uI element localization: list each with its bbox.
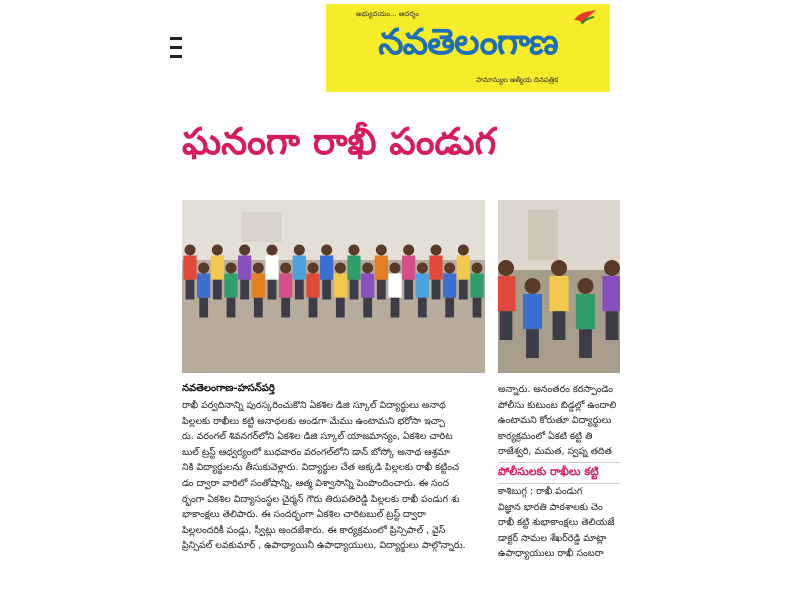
body-line: భాకాంక్షలు తెలిపారు. ఈ సందర్భంగా ఏకశిల చారిటబుల్ ట్రస్ట్ ద్వారా	[182, 509, 426, 521]
article-body	[182, 398, 487, 554]
body-line: పిల్లలకు రాఖీలు కట్టి అనాథలకు అండగా మేము ఉంటామని భరోసా ఇచ్చా	[182, 415, 445, 427]
side-line: కార్యక్రమంలో ఏకటి కట్టి తి	[498, 430, 593, 442]
side-line: అన్నారు. అనంతరం కరస్పాండెం	[498, 384, 614, 395]
side-line: డాక్టర్ సామల శేఖర్‌రెడ్డి మాట్లా	[498, 532, 607, 544]
masthead-title: నవతెలంగాణ	[378, 22, 558, 63]
newspaper-masthead	[326, 4, 610, 92]
menu-icon[interactable]	[170, 37, 184, 59]
side-photo	[498, 200, 620, 373]
side-column-2	[498, 484, 620, 562]
side-line: కాశిబుగ్గ : రాఖీ పండుగ	[498, 486, 583, 497]
side-line: రాఖీ కట్టి శుభాకాంక్షలు తెలియజే	[498, 517, 615, 529]
body-line: రాఖీ పర్వదినాన్ని పురస్కరించుకొని ఏకశిల డిజి స్కూల్ విద్యార్థులు అనాథ	[182, 400, 446, 411]
masthead-tagline: అభ్యుదయం... ఆదర్శం	[356, 10, 419, 18]
newspaper-clipping	[172, 102, 620, 600]
body-line: నికి విద్యార్థులను తీసుకువెళ్లారు. విద్యార్థుల చేత అక్కడి పిల్లలకు రాఖీ కట్టించ	[182, 462, 460, 474]
body-line: డం ద్వారా వారిలో సంతోషాన్ని, ఆత్మ విశ్వాసాన్ని పెంపొందించారు. ఈ సంద	[182, 477, 449, 489]
side-column	[498, 382, 620, 460]
side-line: పోలీసు కుటుంబ బిడ్డల్లో ఉందాలి	[498, 399, 617, 411]
body-line: ర్భంగా ఏకశిల విద్యాసంస్థల చైర్మన్ గౌరు తిరుపతిరెడ్డి పిల్లలకు రాఖీ పండుగ శు	[182, 493, 460, 505]
body-line: పిల్లలందరికీ పండ్లు, స్వీట్లు అందజేశారు. ఈ కార్యక్రమంలో ప్రిన్సిపాల్ , వైస్	[182, 524, 446, 536]
side-line: విజ్ఞాన భారతి పాఠశాలకు చెం	[498, 501, 603, 513]
masthead-subtitle: సామాన్యుల ఆత్మీయ దినపత్రిక	[476, 76, 559, 84]
article-dateline: నవతెలంగాణ-హసన్‌పర్తి	[182, 383, 275, 394]
article-headline: ఘనంగా రాఖీ పండుగ	[182, 120, 497, 163]
body-line: రు. వరంగల్ శివనగర్‌లోని ఏకశిల డిజి స్కూల్ యాజమాన్యం, ఏకశిల చారిట	[182, 431, 453, 443]
body-line: ప్రిన్సిపల్ లవకుమార్ , ఉపాధ్యాయినీ ఉపాధ్యాయులు, విద్యార్థులు పాల్గొన్నారు.	[182, 540, 466, 552]
group-photo	[182, 200, 485, 373]
side-line: రాజేశ్వరి, మమత, స్వప్న తదిత	[498, 446, 612, 458]
body-line: బుల్ ట్రస్ట్ ఆధ్వర్యంలో బుధవారం వరంగల్‌లోని డాన్ బోస్కో అనాథ ఆశ్రమా	[182, 446, 450, 458]
side-subheading: పోలీసులకు రాఖీలు కట్టి	[498, 462, 620, 484]
side-line: ఉంటామని కోరుతూ విద్యార్థులు	[498, 415, 612, 427]
side-line: ఉపాధ్యాయులు రాఖీ సంబరా	[498, 548, 604, 560]
